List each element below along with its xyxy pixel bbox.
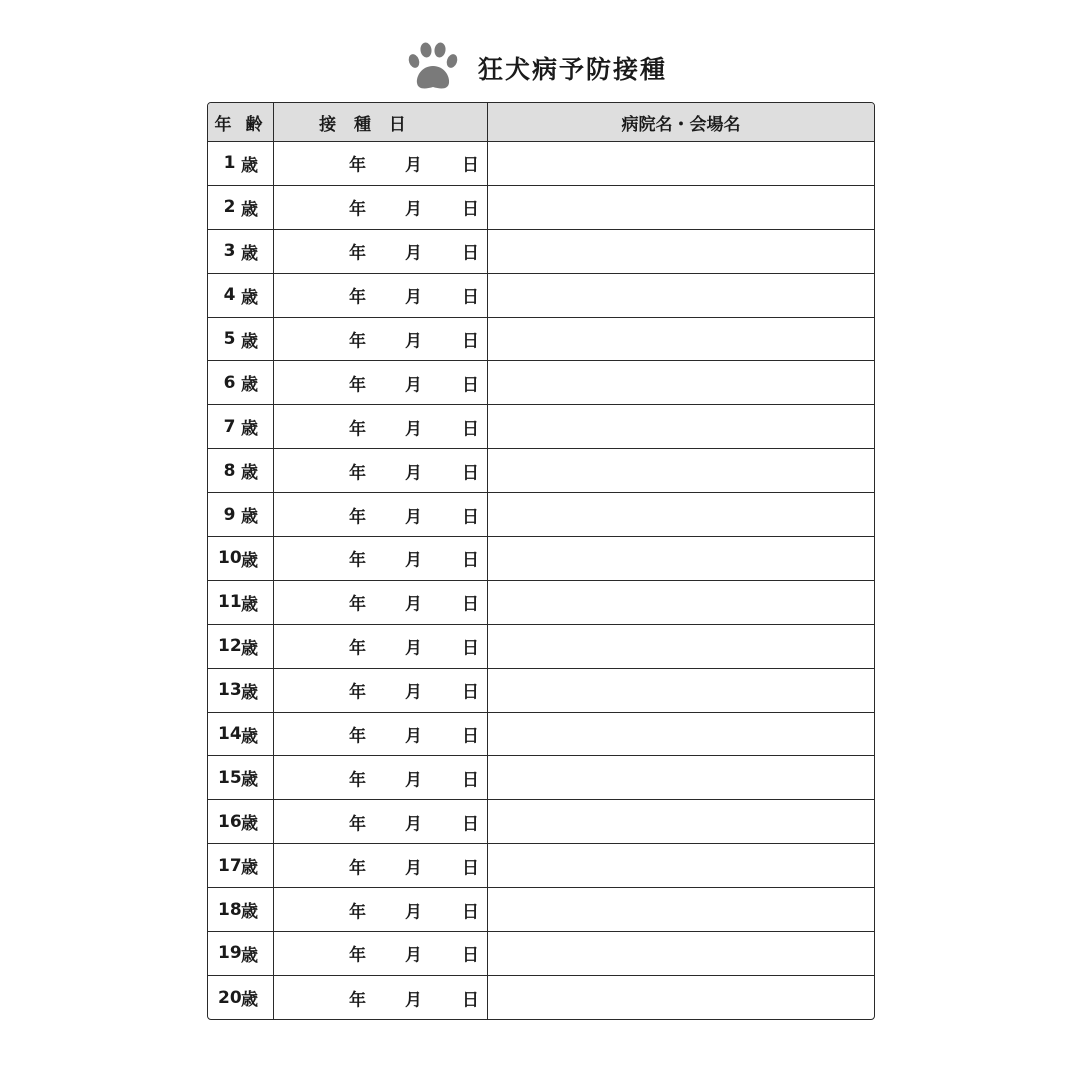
table-row bbox=[208, 844, 874, 888]
hospital-venue-cell[interactable] bbox=[488, 142, 874, 185]
day-label: 日 bbox=[462, 331, 479, 352]
day-label: 日 bbox=[462, 770, 479, 791]
age-value: 18 bbox=[218, 899, 242, 920]
month-label: 月 bbox=[405, 199, 422, 220]
day-label: 日 bbox=[462, 726, 479, 747]
day-label: 日 bbox=[462, 858, 479, 879]
age-unit: 歳 bbox=[241, 507, 258, 528]
table-row bbox=[208, 405, 874, 449]
age-value: 8 bbox=[223, 460, 236, 481]
year-label: 年 bbox=[349, 550, 366, 571]
age-cell bbox=[208, 625, 274, 668]
year-label: 年 bbox=[349, 463, 366, 484]
age-value: 7 bbox=[223, 416, 236, 437]
year-label: 年 bbox=[349, 243, 366, 264]
month-label: 月 bbox=[405, 726, 422, 747]
table-row bbox=[208, 142, 874, 186]
month-label: 月 bbox=[405, 550, 422, 571]
hospital-venue-cell[interactable] bbox=[488, 493, 874, 536]
age-cell bbox=[208, 713, 274, 756]
age-cell bbox=[208, 669, 274, 712]
month-label: 月 bbox=[405, 243, 422, 264]
age-value: 2 bbox=[223, 197, 236, 218]
age-unit: 歳 bbox=[241, 375, 258, 396]
vaccination-date-cell[interactable] bbox=[274, 142, 488, 185]
age-cell bbox=[208, 493, 274, 536]
table-row bbox=[208, 361, 874, 405]
age-unit: 歳 bbox=[241, 287, 258, 308]
table-row bbox=[208, 449, 874, 493]
age-cell bbox=[208, 449, 274, 492]
vaccination-date-cell[interactable] bbox=[274, 713, 488, 756]
vaccination-record-table bbox=[207, 102, 875, 1020]
year-label: 年 bbox=[349, 990, 366, 1011]
hospital-venue-cell[interactable] bbox=[488, 361, 874, 404]
month-label: 月 bbox=[405, 375, 422, 396]
year-label: 年 bbox=[349, 814, 366, 835]
table-row bbox=[208, 230, 874, 274]
age-unit: 歳 bbox=[241, 638, 258, 659]
day-label: 日 bbox=[462, 902, 479, 923]
table-row bbox=[208, 493, 874, 537]
age-unit: 歳 bbox=[241, 858, 258, 879]
header-age: 年 齢 bbox=[208, 103, 274, 141]
age-value: 4 bbox=[223, 285, 236, 306]
vaccination-date-cell[interactable] bbox=[274, 581, 488, 624]
year-label: 年 bbox=[349, 638, 366, 659]
year-label: 年 bbox=[349, 331, 366, 352]
age-unit: 歳 bbox=[241, 945, 258, 966]
vaccination-date-cell[interactable] bbox=[274, 888, 488, 931]
year-label: 年 bbox=[349, 858, 366, 879]
hospital-venue-cell[interactable] bbox=[488, 186, 874, 229]
age-cell bbox=[208, 405, 274, 448]
age-cell bbox=[208, 318, 274, 361]
age-value: 19 bbox=[218, 943, 242, 964]
hospital-venue-cell[interactable] bbox=[488, 537, 874, 580]
table-header bbox=[208, 103, 874, 142]
year-label: 年 bbox=[349, 682, 366, 703]
month-label: 月 bbox=[405, 814, 422, 835]
table-row bbox=[208, 581, 874, 625]
vaccination-date-cell[interactable] bbox=[274, 449, 488, 492]
age-cell bbox=[208, 800, 274, 843]
hospital-venue-cell[interactable] bbox=[488, 449, 874, 492]
day-label: 日 bbox=[462, 463, 479, 484]
hospital-venue-cell[interactable] bbox=[488, 581, 874, 624]
hospital-venue-cell[interactable] bbox=[488, 405, 874, 448]
table-row bbox=[208, 888, 874, 932]
year-label: 年 bbox=[349, 199, 366, 220]
hospital-venue-cell[interactable] bbox=[488, 844, 874, 887]
day-label: 日 bbox=[462, 594, 479, 615]
table-row bbox=[208, 318, 874, 362]
age-value: 17 bbox=[218, 855, 242, 876]
year-label: 年 bbox=[349, 945, 366, 966]
day-label: 日 bbox=[462, 287, 479, 308]
age-value: 16 bbox=[218, 811, 242, 832]
vaccination-date-cell[interactable] bbox=[274, 756, 488, 799]
vaccination-date-cell[interactable] bbox=[274, 800, 488, 843]
age-cell bbox=[208, 581, 274, 624]
age-unit: 歳 bbox=[241, 594, 258, 615]
age-unit: 歳 bbox=[241, 550, 258, 571]
year-label: 年 bbox=[349, 770, 366, 791]
day-label: 日 bbox=[462, 638, 479, 659]
age-value: 15 bbox=[218, 767, 242, 788]
month-label: 月 bbox=[405, 287, 422, 308]
age-cell bbox=[208, 756, 274, 799]
hospital-venue-cell[interactable] bbox=[488, 713, 874, 756]
vaccination-date-cell[interactable] bbox=[274, 274, 488, 317]
vaccination-date-cell[interactable] bbox=[274, 186, 488, 229]
month-label: 月 bbox=[405, 155, 422, 176]
year-label: 年 bbox=[349, 375, 366, 396]
vaccination-date-cell[interactable] bbox=[274, 537, 488, 580]
month-label: 月 bbox=[405, 638, 422, 659]
vaccination-date-cell[interactable] bbox=[274, 844, 488, 887]
age-unit: 歳 bbox=[241, 990, 258, 1011]
month-label: 月 bbox=[405, 419, 422, 440]
age-unit: 歳 bbox=[241, 770, 258, 791]
month-label: 月 bbox=[405, 594, 422, 615]
age-unit: 歳 bbox=[241, 243, 258, 264]
day-label: 日 bbox=[462, 945, 479, 966]
vaccination-date-cell[interactable] bbox=[274, 318, 488, 361]
age-cell bbox=[208, 142, 274, 185]
age-value: 9 bbox=[223, 504, 236, 525]
vaccination-date-cell[interactable] bbox=[274, 230, 488, 273]
age-unit: 歳 bbox=[241, 726, 258, 747]
month-label: 月 bbox=[405, 331, 422, 352]
vaccination-date-cell[interactable] bbox=[274, 493, 488, 536]
age-value: 12 bbox=[218, 636, 242, 657]
age-cell bbox=[208, 932, 274, 975]
age-unit: 歳 bbox=[241, 199, 258, 220]
month-label: 月 bbox=[405, 463, 422, 484]
table-row bbox=[208, 756, 874, 800]
table-row bbox=[208, 186, 874, 230]
year-label: 年 bbox=[349, 155, 366, 176]
day-label: 日 bbox=[462, 155, 479, 176]
age-value: 10 bbox=[218, 548, 242, 569]
age-cell bbox=[208, 844, 274, 887]
vaccination-date-cell[interactable] bbox=[274, 976, 488, 1020]
month-label: 月 bbox=[405, 990, 422, 1011]
hospital-venue-cell[interactable] bbox=[488, 230, 874, 273]
page-title: 狂犬病予防接種 bbox=[478, 55, 668, 84]
month-label: 月 bbox=[405, 507, 422, 528]
day-label: 日 bbox=[462, 814, 479, 835]
year-label: 年 bbox=[349, 594, 366, 615]
hospital-venue-cell[interactable] bbox=[488, 932, 874, 975]
age-value: 1 bbox=[223, 153, 236, 174]
day-label: 日 bbox=[462, 199, 479, 220]
day-label: 日 bbox=[462, 375, 479, 396]
hospital-venue-cell[interactable] bbox=[488, 274, 874, 317]
day-label: 日 bbox=[462, 682, 479, 703]
month-label: 月 bbox=[405, 682, 422, 703]
vaccination-date-cell[interactable] bbox=[274, 932, 488, 975]
vaccination-date-cell[interactable] bbox=[274, 405, 488, 448]
table-row bbox=[208, 669, 874, 713]
year-label: 年 bbox=[349, 287, 366, 308]
year-label: 年 bbox=[349, 507, 366, 528]
table-row bbox=[208, 932, 874, 976]
paw-print-icon bbox=[404, 40, 462, 94]
hospital-venue-cell[interactable] bbox=[488, 888, 874, 931]
year-label: 年 bbox=[349, 419, 366, 440]
age-unit: 歳 bbox=[241, 155, 258, 176]
age-unit: 歳 bbox=[241, 463, 258, 484]
age-value: 3 bbox=[223, 241, 236, 262]
age-cell bbox=[208, 361, 274, 404]
vaccination-date-cell[interactable] bbox=[274, 361, 488, 404]
table-row bbox=[208, 713, 874, 757]
age-value: 14 bbox=[218, 724, 242, 745]
year-label: 年 bbox=[349, 902, 366, 923]
hospital-venue-cell[interactable] bbox=[488, 800, 874, 843]
age-unit: 歳 bbox=[241, 902, 258, 923]
table-body bbox=[208, 142, 874, 1020]
age-unit: 歳 bbox=[241, 419, 258, 440]
vaccination-date-cell[interactable] bbox=[274, 625, 488, 668]
day-label: 日 bbox=[462, 243, 479, 264]
age-unit: 歳 bbox=[241, 331, 258, 352]
month-label: 月 bbox=[405, 858, 422, 879]
vaccination-date-cell[interactable] bbox=[274, 669, 488, 712]
age-cell bbox=[208, 888, 274, 931]
age-cell bbox=[208, 274, 274, 317]
table-row bbox=[208, 976, 874, 1020]
month-label: 月 bbox=[405, 945, 422, 966]
age-cell bbox=[208, 976, 274, 1020]
age-value: 20 bbox=[218, 987, 242, 1008]
header-hospital-venue: 病院名・会場名 bbox=[621, 114, 741, 135]
age-cell bbox=[208, 537, 274, 580]
hospital-venue-cell[interactable] bbox=[488, 976, 874, 1020]
hospital-venue-cell[interactable] bbox=[488, 669, 874, 712]
hospital-venue-cell[interactable] bbox=[488, 318, 874, 361]
age-unit: 歳 bbox=[241, 814, 258, 835]
table-row bbox=[208, 625, 874, 669]
month-label: 月 bbox=[405, 902, 422, 923]
day-label: 日 bbox=[462, 507, 479, 528]
table-row bbox=[208, 537, 874, 581]
header-vaccination-date: 接 種 日 bbox=[274, 103, 488, 141]
age-value: 5 bbox=[223, 329, 236, 349]
table-row bbox=[208, 800, 874, 844]
month-label: 月 bbox=[405, 770, 422, 791]
age-cell bbox=[208, 230, 274, 273]
year-label: 年 bbox=[349, 726, 366, 747]
age-value: 6 bbox=[223, 372, 236, 393]
day-label: 日 bbox=[462, 419, 479, 440]
age-unit: 歳 bbox=[241, 682, 258, 703]
title-row bbox=[0, 38, 1080, 96]
age-value: 13 bbox=[218, 680, 242, 701]
hospital-venue-cell[interactable] bbox=[488, 756, 874, 799]
age-cell bbox=[208, 186, 274, 229]
table-row bbox=[208, 274, 874, 318]
hospital-venue-cell[interactable] bbox=[488, 625, 874, 668]
age-value: 11 bbox=[218, 592, 242, 613]
day-label: 日 bbox=[462, 990, 479, 1011]
day-label: 日 bbox=[462, 550, 479, 571]
